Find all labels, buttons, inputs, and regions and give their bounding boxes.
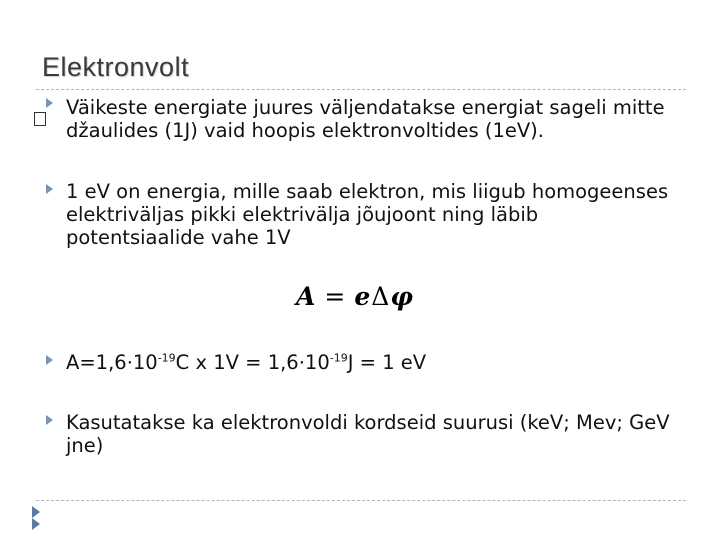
formula-equals: = [324, 282, 347, 311]
conversion-exponent-2: -19 [329, 351, 348, 365]
slide-title: Elektronvolt [42, 52, 190, 82]
triangle-bullet-icon [46, 98, 53, 108]
missing-glyph-icon [34, 112, 46, 126]
slide-nav-icon[interactable] [30, 504, 48, 532]
bullet-text-1: Väikeste energiate juures väljendatakse energiat sageli mitte džaulides (1J) vaid hoopis elektronvoltides (1eV). [66, 96, 665, 142]
conversion-exponent-1: -19 [157, 351, 176, 365]
formula-work-symbol: A [296, 282, 317, 311]
bullet-text-2: 1 eV on energia, mille saab elektron, mis liigub homogeenses elektriväljas pikki elektrivälja jõujoont ning läbib potentsiaalide vahe 1V [66, 180, 669, 249]
formula-delta-symbol: Δ [371, 282, 391, 311]
bullet-text-3 [66, 351, 676, 374]
triangle-bullet-icon [46, 355, 53, 365]
conversion-part-3: J = 1 eV [347, 351, 427, 374]
conversion-part-2: C x 1V = 1,6·10 [175, 351, 330, 374]
formula-potential-symbol: φ [390, 282, 414, 311]
triangle-bullet-icon [46, 415, 53, 425]
formula-charge-symbol: e [354, 282, 372, 311]
triangle-bullet-icon [46, 184, 53, 194]
bullet-text-4: Kasutatakse ka elektronvoldi kordseid suurusi (keV; Mev; GeV jne) [66, 411, 670, 457]
footer-divider [36, 500, 686, 501]
energy-formula [296, 282, 414, 311]
conversion-part-1: A=1,6·10 [66, 351, 158, 374]
title-divider [36, 89, 686, 90]
